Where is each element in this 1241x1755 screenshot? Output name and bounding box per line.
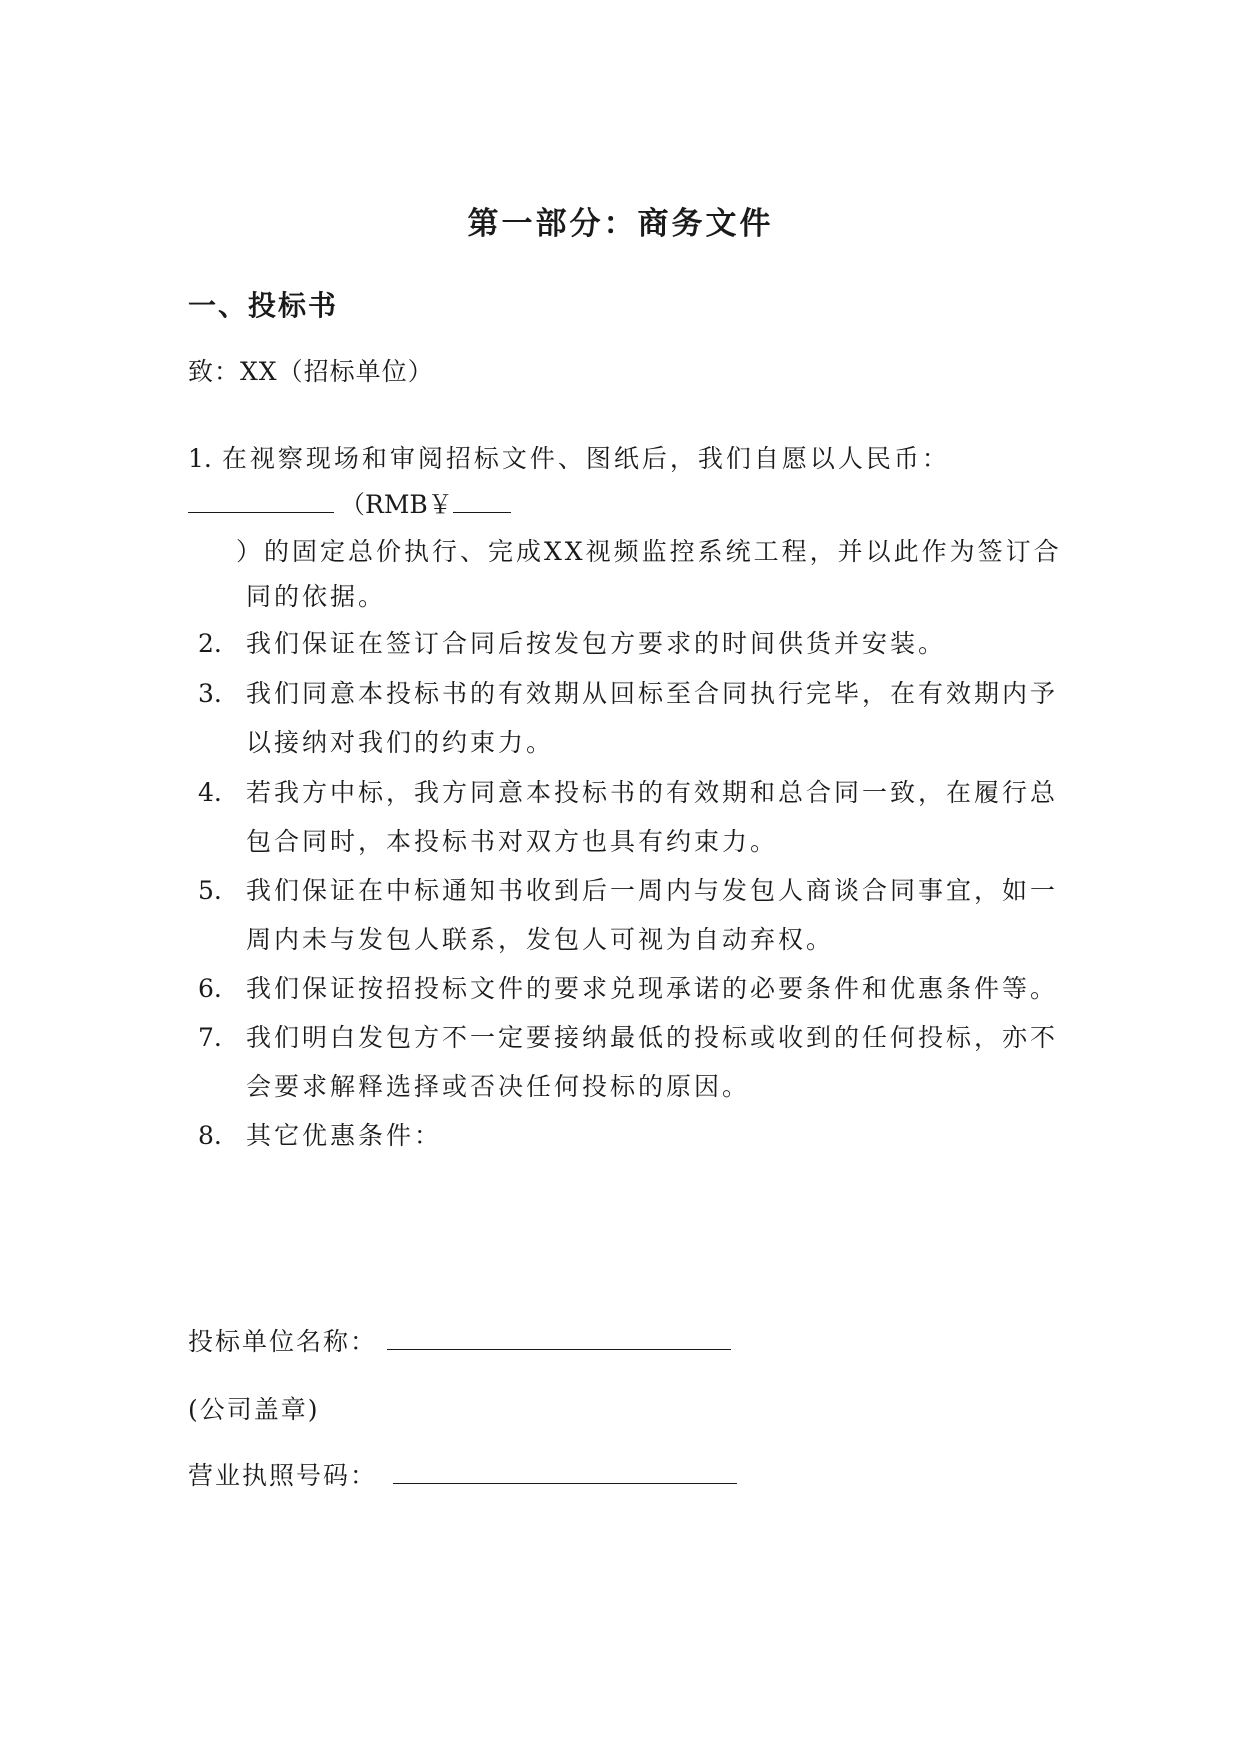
item-1-number: 1.	[188, 444, 212, 473]
item-number: 2.	[198, 629, 222, 658]
license-number-field[interactable]	[393, 1459, 737, 1484]
item-1-line-4: 同的依据。	[246, 582, 387, 611]
item-number: 3.	[198, 679, 222, 708]
item-text: 周内未与发包人联系，发包人可视为自动弃权。	[246, 925, 835, 954]
item-text: 我们保证在签订合同后按发包方要求的时间供货并安装。	[246, 629, 947, 658]
item-1-line-1	[188, 434, 950, 484]
company-name-field[interactable]	[387, 1325, 731, 1350]
item-text: 会要求解释选择或否决任何投标的原因。	[246, 1072, 751, 1101]
item-text: 我们明白发包方不一定要接纳最低的投标或收到的任何投标，亦不	[246, 1023, 1059, 1052]
company-name-row	[188, 1322, 731, 1358]
item-number: 6.	[198, 974, 222, 1003]
item-1-line-2	[188, 480, 511, 530]
item-number: 8.	[198, 1121, 222, 1150]
seal-note: (公司盖章)	[188, 1395, 320, 1424]
rmb-blank-field[interactable]	[453, 488, 511, 513]
addressee-line: 致：XX（招标单位）	[188, 357, 434, 386]
item-text: 我们同意本投标书的有效期从回标至合同执行完毕，在有效期内予	[246, 679, 1059, 708]
item-text: 我们保证在中标通知书收到后一周内与发包人商谈合同事宜，如一	[246, 876, 1059, 905]
item-number: 4.	[198, 778, 222, 807]
section-heading: 一、投标书	[188, 289, 339, 322]
page-title: 第一部分：商务文件	[467, 206, 774, 242]
item-1-text-a: 在视察现场和审阅招标文件、图纸后，我们自愿以人民币：	[221, 444, 950, 473]
company-name-label: 投标单位名称：	[188, 1327, 378, 1356]
item-1-text-b: （RMB￥	[340, 490, 453, 519]
amount-blank-field[interactable]	[188, 488, 334, 513]
item-text: 以接纳对我们的约束力。	[246, 728, 555, 757]
license-number-label: 营业执照号码：	[188, 1461, 378, 1490]
item-number: 5.	[198, 876, 222, 905]
item-text: 其它优惠条件：	[246, 1121, 443, 1150]
item-text: 我们保证按招投标文件的要求兑现承诺的必要条件和优惠条件等。	[246, 974, 1059, 1003]
item-text: 若我方中标，我方同意本投标书的有效期和总合同一致，在履行总	[246, 778, 1059, 807]
license-number-row	[188, 1456, 737, 1492]
item-text: 包合同时，本投标书对双方也具有约束力。	[246, 827, 779, 856]
item-number: 7.	[198, 1023, 222, 1052]
item-1-line-3: ）的固定总价执行、完成XX视频监控系统工程，并以此作为签订合	[236, 537, 1062, 566]
